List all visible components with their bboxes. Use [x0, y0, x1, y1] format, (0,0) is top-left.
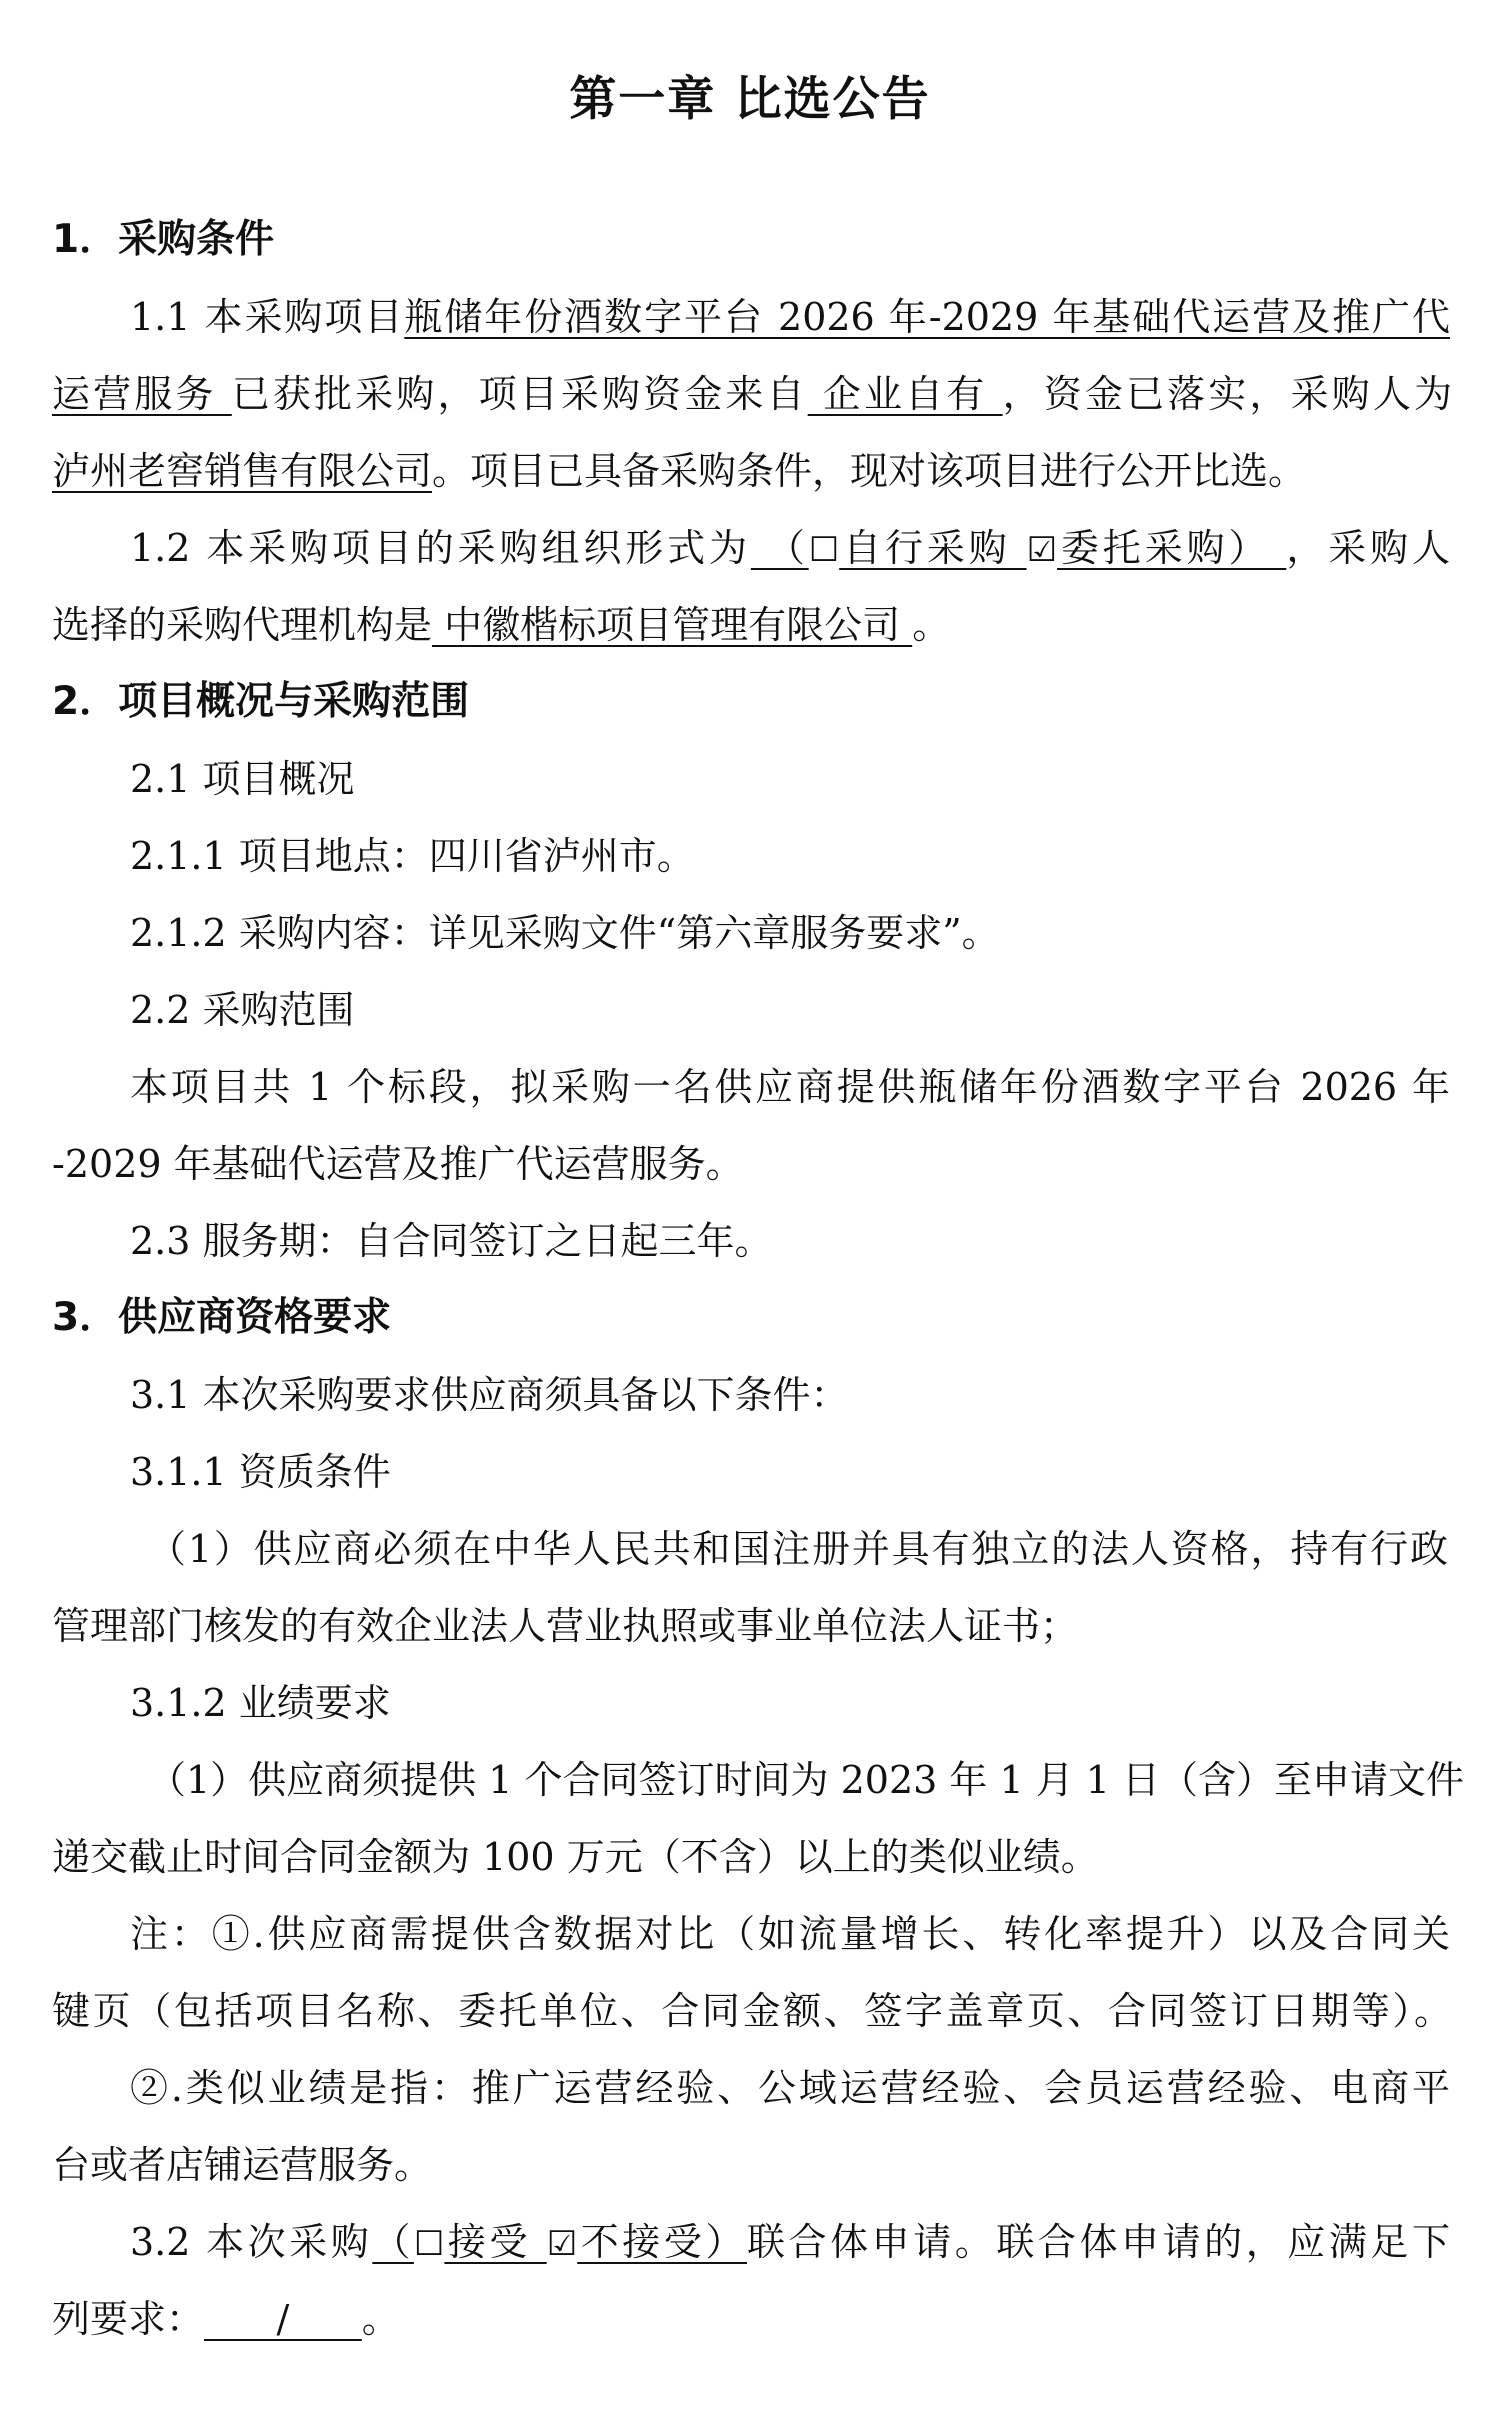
para-2-1-2: 2.1.2 采购内容：详见采购文件“第六章服务要求”。	[130, 911, 1000, 955]
agent-name: 中徽楷标项目管理有限公司	[432, 603, 913, 647]
para-3-1-1-text-line-1: （1）供应商必须在中华人民共和国注册并具有独立的法人资格，持有行政	[148, 1527, 1448, 1571]
para-1-2-line-2	[52, 597, 1452, 653]
para-2-2-text-line-1: 本项目共 1 个标段，拟采购一名供应商提供瓶储年份酒数字平台 2026 年	[130, 1065, 1450, 1109]
para-1-2-text-b: ，采购人	[1286, 526, 1450, 570]
accept-label: 接受	[444, 2220, 547, 2264]
para-1-1-text-c: ，资金已落实，采购人为	[1002, 372, 1452, 416]
para-1-2-line-1	[130, 520, 1450, 576]
para-3-2-text-b: 联合体申请。联合体申请的，应满足下	[747, 2220, 1450, 2264]
para-2-3: 2.3 服务期：自合同签订之日起三年。	[130, 1219, 773, 1263]
para-1-2-text-d: 。	[912, 603, 951, 647]
para-1-1-lead: 1.1 本采购项目	[130, 295, 405, 339]
consortium-requirement-blank: /	[204, 2297, 362, 2341]
para-3-1-2-text-line-1: （1）供应商须提供 1 个合同签订时间为 2023 年 1 月 1 日（含）至申请文件	[148, 1758, 1465, 1802]
para-1-1-line-3	[52, 443, 1452, 499]
para-3-2-text-d: 。	[361, 2297, 400, 2341]
para-1-2-text-c: 选择的采购代理机构是	[52, 603, 433, 647]
para-3-1-2-text-line-2: 递交截止时间合同金额为 100 万元（不含）以上的类似业绩。	[52, 1835, 1099, 1879]
entrusted-procure-label: 委托采购）	[1057, 526, 1287, 570]
para-1-1-text-b: 已获批采购，项目采购资金来自	[231, 372, 808, 416]
note-1-line-2: 键页（包括项目名称、委托单位、合同金额、签字盖章页、合同签订日期等）。	[52, 1989, 1452, 2033]
entrusted-procure-checkbox: ☑	[1026, 530, 1058, 570]
para-1-2-lead: 1.2 本采购项目的采购组织形式为	[130, 526, 751, 570]
procurement-form-open: （	[750, 526, 809, 570]
note-2-line-1: ②.类似业绩是指：推广运营经验、公域运营经验、会员运营经验、电商平	[130, 2066, 1450, 2110]
para-2-1: 2.1 项目概况	[130, 757, 355, 801]
note-2-line-2: 台或者店铺运营服务。	[52, 2143, 433, 2187]
para-1-1-text-d: 。项目已具备采购条件，现对该项目进行公开比选。	[432, 449, 1307, 493]
para-3-2-line-1	[130, 2214, 1450, 2270]
para-3-1-1: 3.1.1 资质条件	[130, 1450, 391, 1494]
section-2-heading: 2．项目概况与采购范围	[52, 679, 470, 724]
section-3-heading: 3．供应商资格要求	[52, 1295, 392, 1340]
section-1-heading: 1．采购条件	[52, 217, 275, 262]
chapter-title: 第一章 比选公告	[569, 72, 931, 127]
para-3-1-1-text-line-2: 管理部门核发的有效企业法人营业执照或事业单位法人证书；	[52, 1604, 1079, 1648]
buyer-name: 泸州老窖销售有限公司	[52, 449, 433, 493]
self-procure-checkbox: ☐	[808, 530, 840, 570]
consortium-options-open: （	[372, 2220, 414, 2264]
procurement-form	[751, 526, 1286, 570]
not-accept-checkbox: ☑	[546, 2224, 578, 2264]
project-name-cont: 运营服务	[52, 372, 232, 416]
note-1-line-1: 注：①.供应商需提供含数据对比（如流量增长、转化率提升）以及合同关	[130, 1912, 1450, 1956]
para-3-2-lead: 3.2 本次采购	[130, 2220, 373, 2264]
para-2-2-text-line-2: -2029 年基础代运营及推广代运营服务。	[52, 1142, 744, 1186]
para-3-1: 3.1 本次采购要求供应商须具备以下条件：	[130, 1373, 849, 1417]
para-2-2: 2.2 采购范围	[130, 988, 355, 1032]
para-1-1-line-1	[130, 289, 1450, 345]
not-accept-label: 不接受）	[577, 2220, 747, 2264]
fund-source: 企业自有	[807, 372, 1003, 416]
accept-checkbox: ☐	[413, 2224, 445, 2264]
para-3-1-2: 3.1.2 业绩要求	[130, 1681, 391, 1725]
para-3-2-line-2	[52, 2291, 1452, 2347]
project-name: 瓶储年份酒数字平台 2026 年-2029 年基础代运营及推广代	[404, 295, 1450, 339]
para-3-2-text-c: 列要求：	[52, 2297, 205, 2341]
consortium-options	[372, 2220, 747, 2264]
para-2-1-1: 2.1.1 项目地点：四川省泸州市。	[130, 834, 695, 878]
self-procure-label: 自行采购	[839, 526, 1027, 570]
para-1-1-line-2	[52, 366, 1452, 422]
